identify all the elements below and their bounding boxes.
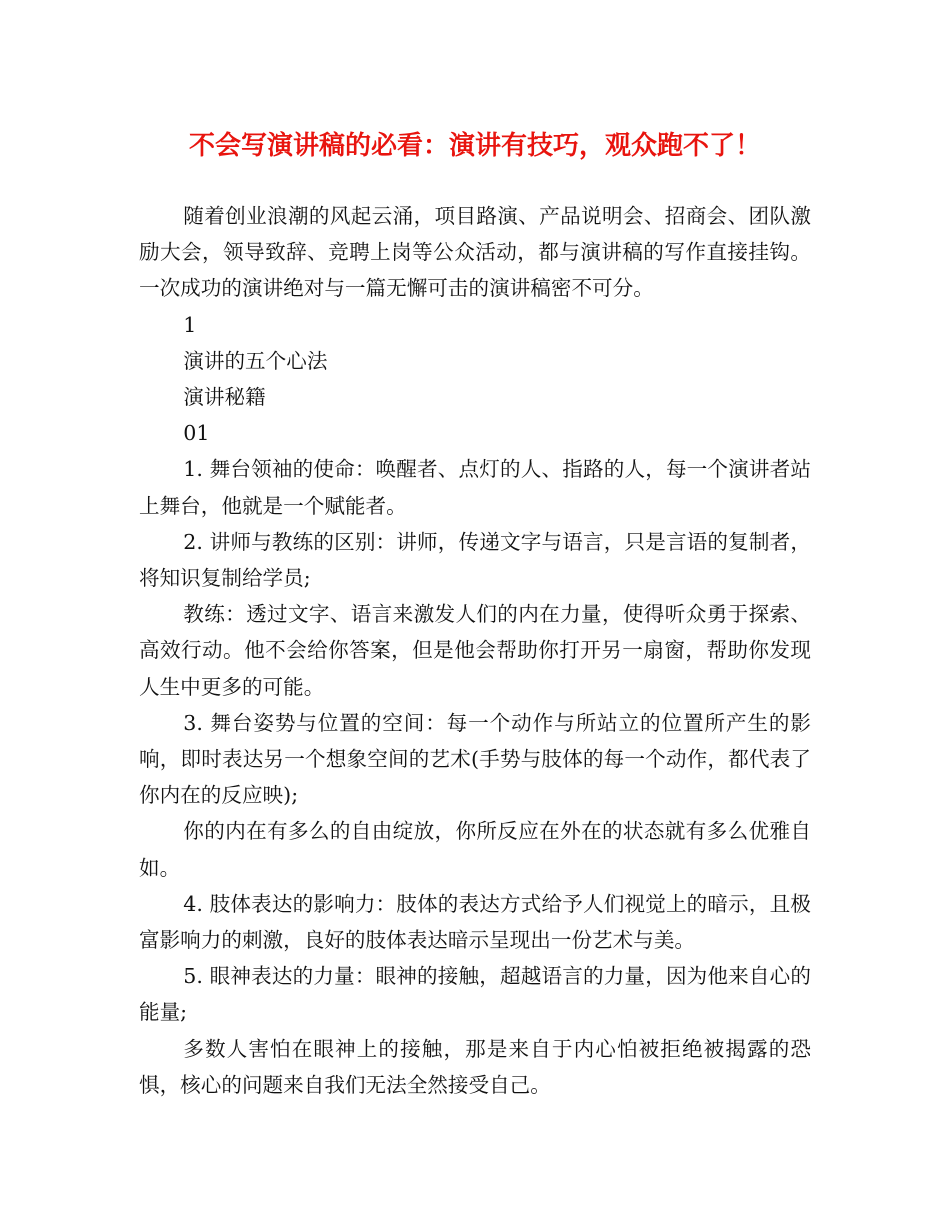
paragraph-point-1: 1. 舞台领袖的使命：唤醒者、点灯的人、指路的人，每一个演讲者站上舞台，他就是一个赋能者。 — [139, 457, 811, 518]
paragraph-subheading: 演讲秘籍 — [183, 385, 266, 410]
paragraph-section-heading: 演讲的五个心法 — [183, 348, 328, 373]
document-body — [139, 198, 811, 1103]
paragraph-point-3: 3. 舞台姿势与位置的空间：每一个动作与所站立的位置所产生的影响，即时表达另一个想象空间的艺术(手势与肢体的每一个动作，都代表了你内在的反应映); — [139, 710, 811, 808]
paragraph-intro: 随着创业浪潮的风起云涌，项目路演、产品说明会、招商会、团队激励大会，领导致辞、竞聘上岗等公众活动，都与演讲稿的写作直接挂钩。一次成功的演讲绝对与一篇无懈可击的演讲稿密不可分。 — [139, 204, 811, 301]
paragraph-inner-freedom: 你的内在有多么的自由绽放，你所反应在外在的状态就有多么优雅自如。 — [139, 819, 811, 880]
paragraph-point-5: 5. 眼神表达的力量：眼神的接触，超越语言的力量，因为他来自心的能量; — [139, 964, 811, 1025]
paragraph-point-4: 4. 肢体表达的影响力：肢体的表达方式给予人们视觉上的暗示，且极富影响力的刺激，良好的肢体表达暗示呈现出一份艺术与美。 — [139, 891, 811, 953]
paragraph-point-2: 2. 讲师与教练的区别：讲师，传递文字与语言，只是言语的复制者，将知识复制给学员; — [139, 529, 811, 591]
paragraph-number-01: 01 — [183, 421, 210, 446]
paragraph-coach: 教练：透过文字、语言来激发人们的内在力量，使得听众勇于探索、高效行动。他不会给你答案，但是他会帮助你打开另一扇窗，帮助你发现人生中更多的可能。 — [139, 602, 811, 699]
paragraph-number-1: 1 — [183, 312, 197, 337]
document-title: 不会写演讲稿的必看：演讲有技巧，观众跑不了！ — [188, 131, 761, 161]
paragraph-eye-contact: 多数人害怕在眼神上的接触，那是来自于内心怕被拒绝被揭露的恐惧，核心的问题来自我们无法全然接受自己。 — [139, 1036, 811, 1097]
